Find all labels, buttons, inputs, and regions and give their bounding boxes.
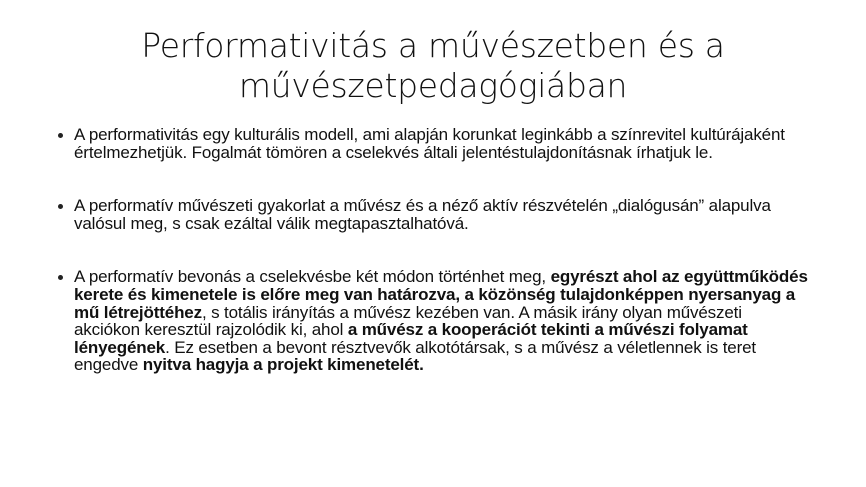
bullet-item-performative-practice [58,197,810,232]
bullet-item-performative-involvement [58,268,810,374]
bullet-text-bold: egyrészt ahol az együttműködés kerete és kimenetele is előre meg van határozva, a közönség tulajdonképpen nyersanyag a mű létrejöttéhez [74,267,808,322]
bullet-text-bold: a művész a kooperációt tekinti a művészi folyamat lényegének [74,320,748,357]
slide-title [80,26,786,106]
slide-title-line-1: Performativitás a művészetben és a [141,26,725,65]
bullet-text-bold: nyitva hagyja a projekt kimenetelét. [142,355,424,375]
bullet-text: A performativitás egy kulturális modell, ami alapján korunkat leginkább a színrevitel kultúrájaként értelmezhetjük. Fogalmát tömören a cselekvés általi jelentéstulajdonításnak írhatjuk le. [74,125,785,162]
bullet-list [58,126,810,374]
bullet-text: A performatív bevonás a cselekvésbe két módon történhet meg, [74,267,551,287]
bullet-text: , s totális irányítás a művész kezében van. A másik irány olyan művészeti akciókon keresztül rajzolódik ki, ahol [74,302,742,340]
bullet-text: . Ez esetben a bevont résztvevők alkotótársak, s a művész a véletlennek is teret engedve [74,337,756,375]
slide-title-line-2: művészetpedagógiában [238,66,628,105]
bullet-text: A performatív művészeti gyakorlat a művész és a néző aktív részvételén „dialógusán” alapulva valósul meg, s csak ezáltal válik megtapasztalhatóvá. [74,196,771,233]
bullet-item-performativity-definition [58,126,810,161]
